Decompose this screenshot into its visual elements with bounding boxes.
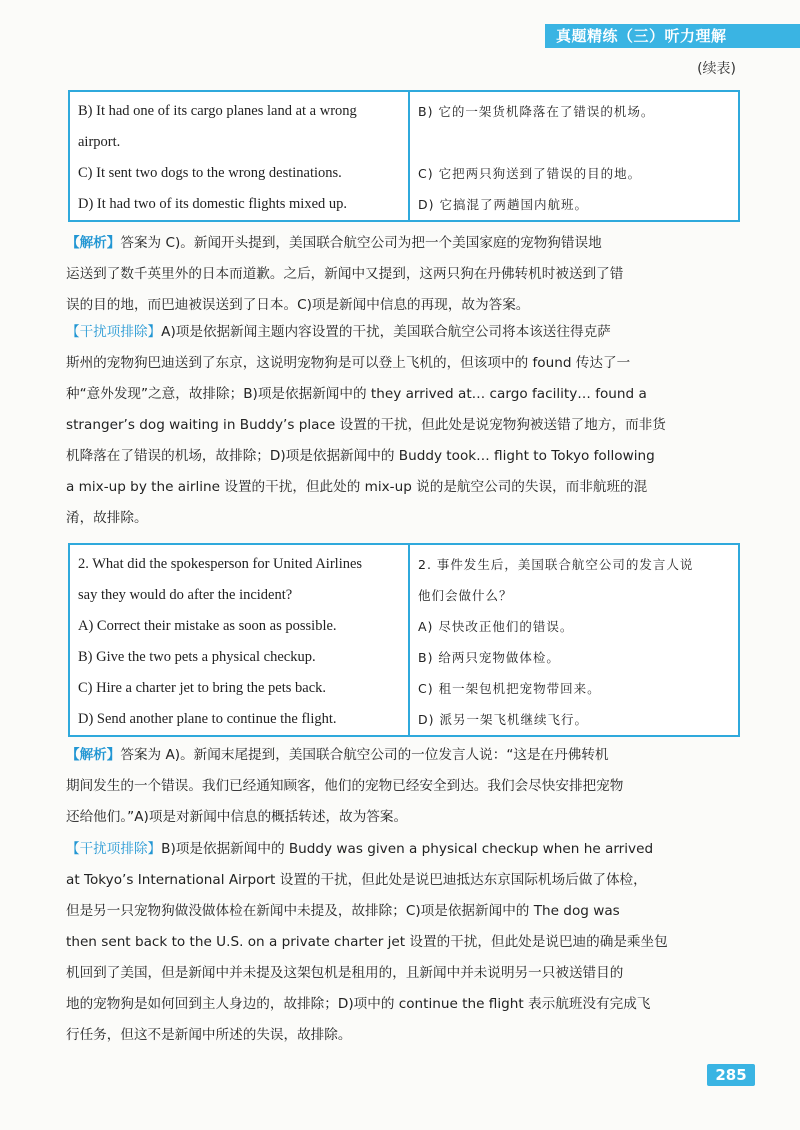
distractor-2-line-6: 地的宠物狗是如何回到主人身边的，故排除；D)项中的 continue the flight 表示航班没有完成飞 (66, 996, 651, 1012)
chinese-options-column (410, 92, 738, 220)
page-number: 285 (707, 1064, 755, 1086)
english-options-column (70, 545, 410, 735)
option-zh-c: C) 租一架包机把宠物带回来。 (418, 681, 601, 696)
analysis-1 (66, 228, 738, 321)
distractor-1-line-7: 淆，故排除。 (66, 510, 148, 526)
section-title: 真题精练（三）听力理解 (556, 27, 727, 45)
distractor-1-line-2: 斯州的宠物狗巴迪送到了东京，这说明宠物狗是可以登上飞机的，但该项中的 found 传达了一 (66, 355, 631, 371)
distractor-1-line-1: A)项是依据新闻主题内容设置的干扰，美国联合航空公司将本该送往得克萨 (161, 324, 611, 340)
option-zh-a: A) 尽快改正他们的错误。 (418, 619, 574, 634)
distractor-tag: 【干扰项排除】 (66, 324, 162, 340)
distractor-2-line-3: 但是另一只宠物狗做没做体检在新闻中未提及，故排除；C)项是依据新闻中的 The dog was (66, 903, 620, 919)
option-zh-c: C) 它把两只狗送到了错误的目的地。 (418, 166, 642, 181)
distractor-2-line-1: B)项是依据新闻中的 Buddy was given a physical checkup when he arrived (161, 841, 654, 857)
distractor-tag: 【干扰项排除】 (66, 841, 162, 857)
distractor-2-line-5: 机回到了美国，但是新闻中并未提及这架包机是租用的，且新闻中并未说明另一只被送错目的 (66, 965, 624, 981)
question-zh-cont: 他们会做什么？ (418, 588, 513, 603)
option-zh-b: B) 给两只宠物做体检。 (418, 650, 560, 665)
option-en-d: D) Send another plane to continue the flight. (78, 711, 337, 727)
distractor-analysis-2 (66, 834, 738, 1051)
question-en-cont: say they would do after the incident? (78, 587, 293, 603)
option-zh-b: B) 它的一架货机降落在了错误的机场。 (418, 104, 655, 119)
question-zh: 2. 事件发生后，美国联合航空公司的发言人说 (418, 557, 694, 572)
option-en-a: A) Correct their mistake as soon as possible. (78, 618, 337, 634)
analysis-tag: 【解析】 (66, 235, 121, 251)
distractor-2-line-7: 行任务，但这不是新闻中所述的失误，故排除。 (66, 1027, 352, 1043)
options-table-2 (68, 543, 740, 737)
option-zh-d: D) 派另一架飞机继续飞行。 (418, 712, 588, 727)
options-table-1 (68, 90, 740, 222)
analysis-2-line-2: 期间发生的一个错误。我们已经通知顾客，他们的宠物已经安全到达。我们会尽快安排把宠物 (66, 778, 624, 794)
option-zh-d: D) 它搞混了两趟国内航班。 (418, 197, 588, 212)
distractor-1-line-5: 机降落在了错误的机场，故排除；D)项是依据新闻中的 Buddy took… flight to Tokyo following (66, 448, 655, 464)
english-options-column (70, 92, 410, 220)
option-en-b: B) Give the two pets a physical checkup. (78, 649, 316, 665)
analysis-2 (66, 740, 738, 833)
continued-label: (续表) (697, 61, 736, 77)
option-zh-b-cont (418, 127, 730, 158)
distractor-1-line-6: a mix-up by the airline 设置的干扰，但此处的 mix-up 说的是航空公司的失误，而非航班的混 (66, 479, 648, 495)
question-en: 2. What did the spokesperson for United Airlines (78, 556, 363, 572)
analysis-2-line-1: 答案为 A)。新闻末尾提到，美国联合航空公司的一位发言人说：“这是在丹佛转机 (120, 747, 609, 763)
option-en-d: D) It had two of its domestic flights mixed up. (78, 196, 348, 212)
analysis-1-line-2: 运送到了数千英里外的日本而道歉。之后，新闻中又提到，这两只狗在丹佛转机时被送到了错 (66, 266, 624, 282)
option-en-b-cont: airport. (78, 134, 121, 150)
option-en-c: C) It sent two dogs to the wrong destinations. (78, 165, 342, 181)
option-en-c: C) Hire a charter jet to bring the pets back. (78, 680, 327, 696)
analysis-tag: 【解析】 (66, 747, 121, 763)
analysis-1-line-3: 误的目的地，而巴迪被误送到了日本。C)项是新闻中信息的再现，故为答案。 (66, 297, 530, 313)
distractor-analysis-1 (66, 317, 738, 534)
analysis-1-line-1: 答案为 C)。新闻开头提到，美国联合航空公司为把一个美国家庭的宠物狗错误地 (120, 235, 602, 251)
distractor-1-line-4: stranger’s dog waiting in Buddy’s place 设置的干扰，但此处是说宠物狗被送错了地方，而非货 (66, 417, 666, 433)
distractor-2-line-2: at Tokyo’s International Airport 设置的干扰，但此处是说巴迪抵达东京国际机场后做了体检， (66, 872, 647, 888)
distractor-1-line-3: 种“意外发现”之意，故排除；B)项是依据新闻中的 they arrived at… cargo facility… found a (66, 386, 647, 402)
analysis-2-line-3: 还给他们。”A)项是对新闻中信息的概括转述，故为答案。 (66, 809, 408, 825)
chinese-options-column (410, 545, 738, 735)
option-en-b: B) It had one of its cargo planes land at a wrong (78, 103, 357, 119)
distractor-2-line-4: then sent back to the U.S. on a private charter jet 设置的干扰，但此处是说巴迪的确是乘坐包 (66, 934, 668, 950)
